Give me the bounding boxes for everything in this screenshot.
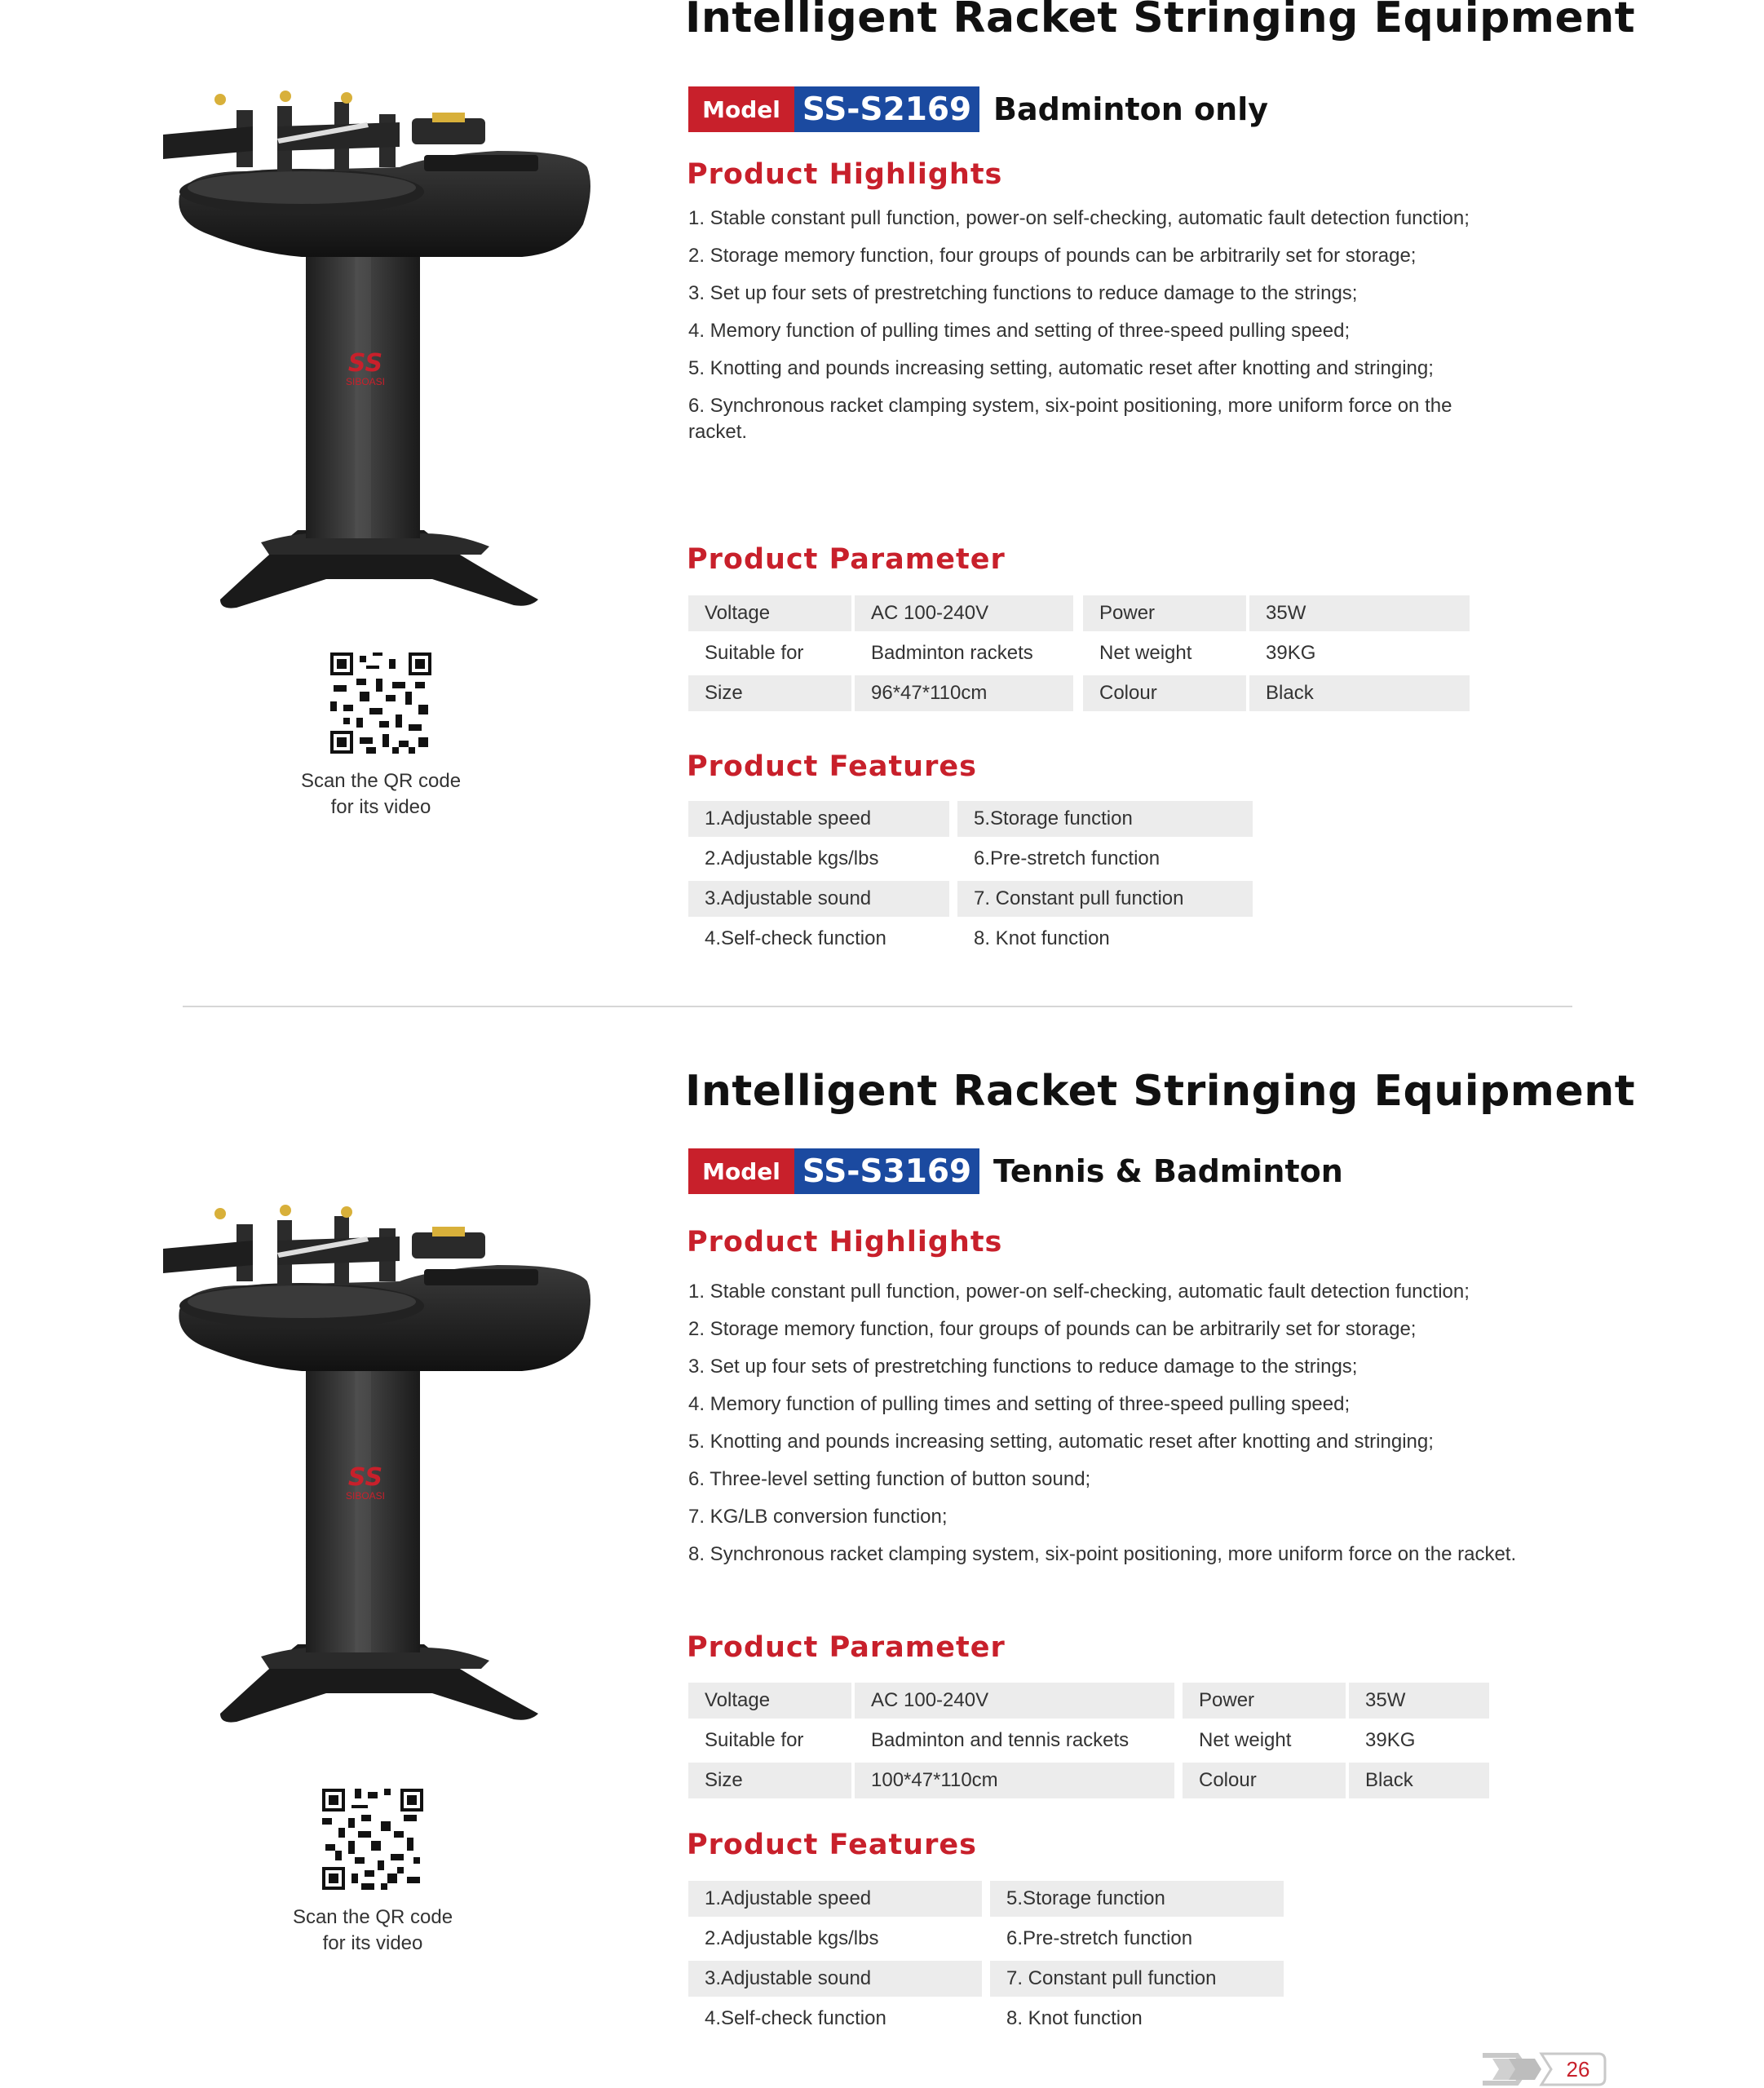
- highlight-item: 6. Three-level setting function of button sound;: [688, 1468, 1091, 1490]
- product-1-highlights-title: Product Highlights: [687, 158, 1003, 191]
- param-value: 39KG: [1266, 642, 1316, 664]
- param-label: Suitable for: [705, 1729, 804, 1751]
- product-2-model-code: SS-S3169: [794, 1148, 979, 1194]
- qr-caption-line: for its video: [322, 1932, 423, 1954]
- param-value: Badminton and tennis rackets: [871, 1729, 1130, 1751]
- product-1-model-code: SS-S2169: [794, 86, 979, 132]
- brand-logo: SS: [347, 1463, 383, 1492]
- product-2-qr-caption: [250, 1904, 495, 1957]
- product-2-highlights-list: [688, 1279, 1569, 1579]
- product-1-machine-image: [155, 90, 595, 612]
- highlight-item: 5. Knotting and pounds increasing setting, automatic reset after knotting and stringing;: [688, 1431, 1434, 1453]
- param-value: 35W: [1349, 1683, 1489, 1719]
- param-label: Colour: [1183, 1763, 1346, 1798]
- param-value: 100*47*110cm: [855, 1763, 1174, 1798]
- param-value: AC 100-240V: [855, 595, 1073, 631]
- feature-item: 3.Adjustable sound: [688, 881, 949, 917]
- product-1-qr-code[interactable]: [330, 652, 431, 754]
- feature-item: 6.Pre-stretch function: [1006, 1927, 1193, 1949]
- param-label: Suitable for: [705, 642, 804, 664]
- product-2-machine-image: [155, 1204, 595, 1726]
- param-value: Badminton rackets: [871, 642, 1033, 664]
- qr-caption-line: Scan the QR code: [292, 1906, 453, 1928]
- param-label: Net weight: [1199, 1729, 1292, 1751]
- param-value: 39KG: [1365, 1729, 1416, 1751]
- brand-logo: SS: [347, 349, 383, 378]
- param-label: Power: [1183, 1683, 1346, 1719]
- feature-item: 1.Adjustable speed: [688, 1881, 982, 1917]
- product-1-model-note: Badminton only: [993, 91, 1268, 127]
- product-2-title: Intelligent Racket Stringing Equipment: [685, 1067, 1636, 1116]
- product-2-model-note: Tennis & Badminton: [993, 1153, 1343, 1189]
- highlight-item: 4. Memory function of pulling times and setting of three-speed pulling speed;: [688, 1393, 1351, 1415]
- param-label: Size: [688, 1763, 851, 1798]
- highlight-item: 4. Memory function of pulling times and setting of three-speed pulling speed;: [688, 320, 1351, 342]
- product-2-parameter-title: Product Parameter: [687, 1631, 1006, 1664]
- page-number: 26: [1566, 2057, 1590, 2081]
- product-1-qr-caption: [259, 768, 503, 821]
- highlight-item: 7. KG/LB conversion function;: [688, 1506, 948, 1528]
- highlight-item: 5. Knotting and pounds increasing setting, automatic reset after knotting and stringing;: [688, 357, 1434, 379]
- highlight-item: 6. Synchronous racket clamping system, six-point positioning, more uniform force on the racket.: [688, 395, 1452, 443]
- feature-item: 8. Knot function: [1006, 2007, 1143, 2029]
- product-1-highlights-list: [688, 206, 1471, 457]
- param-label: Voltage: [688, 1683, 851, 1719]
- feature-item: 1.Adjustable speed: [688, 801, 949, 837]
- highlight-item: 1. Stable constant pull function, power-on self-checking, automatic fault detection function;: [688, 207, 1470, 229]
- feature-item: 5.Storage function: [990, 1881, 1284, 1917]
- feature-item: 2.Adjustable kgs/lbs: [705, 1927, 879, 1949]
- feature-item: 4.Self-check function: [705, 927, 886, 949]
- qr-caption-line: Scan the QR code: [300, 770, 462, 792]
- param-value: Black: [1349, 1763, 1489, 1798]
- feature-item: 6.Pre-stretch function: [974, 847, 1161, 869]
- feature-item: 7. Constant pull function: [990, 1961, 1284, 1997]
- product-1-features-title: Product Features: [687, 750, 977, 783]
- feature-item: 7. Constant pull function: [957, 881, 1253, 917]
- feature-item: 2.Adjustable kgs/lbs: [705, 847, 879, 869]
- feature-item: 3.Adjustable sound: [688, 1961, 982, 1997]
- highlight-item: 2. Storage memory function, four groups of pounds can be arbitrarily set for storage;: [688, 1318, 1417, 1340]
- highlight-item: 8. Synchronous racket clamping system, six-point positioning, more uniform force on the racket.: [688, 1543, 1517, 1565]
- highlight-item: 3. Set up four sets of prestretching functions to reduce damage to the strings;: [688, 282, 1358, 304]
- product-2-features-title: Product Features: [687, 1829, 977, 1861]
- feature-item: 5.Storage function: [957, 801, 1253, 837]
- product-2-qr-code[interactable]: [322, 1789, 423, 1890]
- feature-item: 8. Knot function: [974, 927, 1110, 949]
- param-label: Net weight: [1099, 642, 1192, 664]
- param-label: Size: [688, 675, 851, 711]
- param-value: Black: [1249, 675, 1470, 711]
- highlight-item: 3. Set up four sets of prestretching functions to reduce damage to the strings;: [688, 1356, 1358, 1378]
- param-value: AC 100-240V: [855, 1683, 1174, 1719]
- brand-name: SIBOASI: [345, 1490, 386, 1502]
- feature-item: 4.Self-check function: [705, 2007, 886, 2029]
- param-label: Colour: [1083, 675, 1246, 711]
- qr-caption-line: for its video: [330, 796, 431, 818]
- product-2-model-label: Model: [688, 1148, 794, 1194]
- param-label: Power: [1083, 595, 1246, 631]
- product-1-parameter-title: Product Parameter: [687, 543, 1006, 576]
- brand-name: SIBOASI: [345, 376, 386, 387]
- param-value: 96*47*110cm: [855, 675, 1073, 711]
- product-2-highlights-title: Product Highlights: [687, 1226, 1003, 1259]
- product-1-title: Intelligent Racket Stringing Equipment: [685, 0, 1636, 42]
- highlight-item: 1. Stable constant pull function, power-on self-checking, automatic fault detection function;: [688, 1281, 1470, 1303]
- param-value: 35W: [1249, 595, 1470, 631]
- product-1-model-label: Model: [688, 86, 794, 132]
- param-label: Voltage: [688, 595, 851, 631]
- highlight-item: 2. Storage memory function, four groups of pounds can be arbitrarily set for storage;: [688, 245, 1417, 267]
- section-divider: [183, 1006, 1572, 1007]
